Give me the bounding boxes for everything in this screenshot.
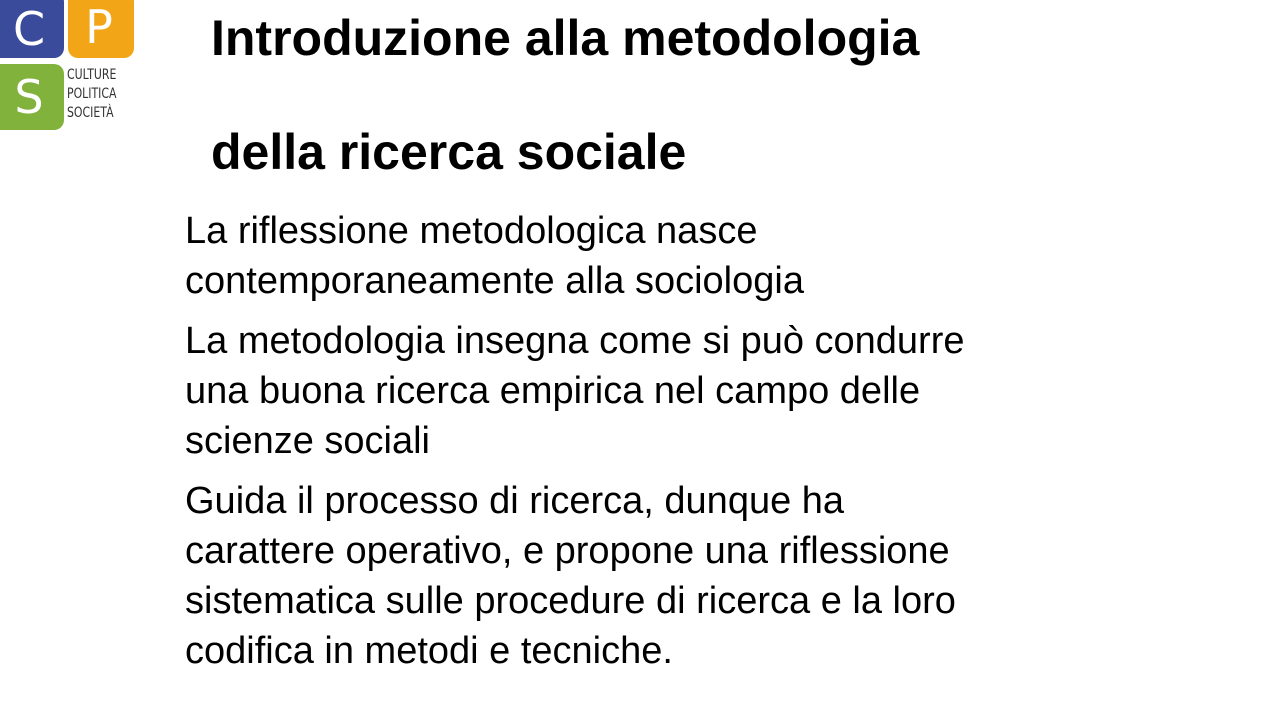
logo-letter-p: P xyxy=(85,0,113,54)
paragraph-line: Guida il processo di ricerca, dunque ha xyxy=(185,480,845,522)
paragraph-line: contemporaneamente alla sociologia xyxy=(185,260,804,302)
logo-letter-s: S xyxy=(14,70,44,124)
paragraph-line: sistematica sulle procedure di ricerca e la loro xyxy=(185,580,956,622)
paragraph-2 xyxy=(185,316,1185,466)
paragraph-line: codifica in metodi e tecniche. xyxy=(185,630,673,672)
slide-title-line-1: Introduzione alla metodologia xyxy=(211,10,920,66)
logo-letter-c: C xyxy=(12,2,46,56)
paragraph-3 xyxy=(185,476,1185,676)
paragraph-1 xyxy=(185,206,1185,306)
paragraph-line: scienze sociali xyxy=(185,420,430,462)
logo-text-politica: POLITICA xyxy=(67,86,117,102)
slide-title xyxy=(211,10,1211,181)
cps-logo xyxy=(0,0,140,134)
title-spacer xyxy=(211,67,1211,124)
paragraph-line: La metodologia insegna come si può condurre xyxy=(185,320,965,362)
paragraph-line: una buona ricerca empirica nel campo delle xyxy=(185,370,921,412)
logo-text-societa: SOCIETÀ xyxy=(67,105,114,121)
logo-text xyxy=(67,66,116,123)
paragraph-line: La riflessione metodologica nasce xyxy=(185,210,758,252)
paragraph-line: carattere operativo, e propone una riflessione xyxy=(185,530,950,572)
slide-body xyxy=(185,206,1185,686)
slide-title-line-2: della ricerca sociale xyxy=(211,124,687,180)
logo-text-culture: CULTURE xyxy=(67,67,117,83)
